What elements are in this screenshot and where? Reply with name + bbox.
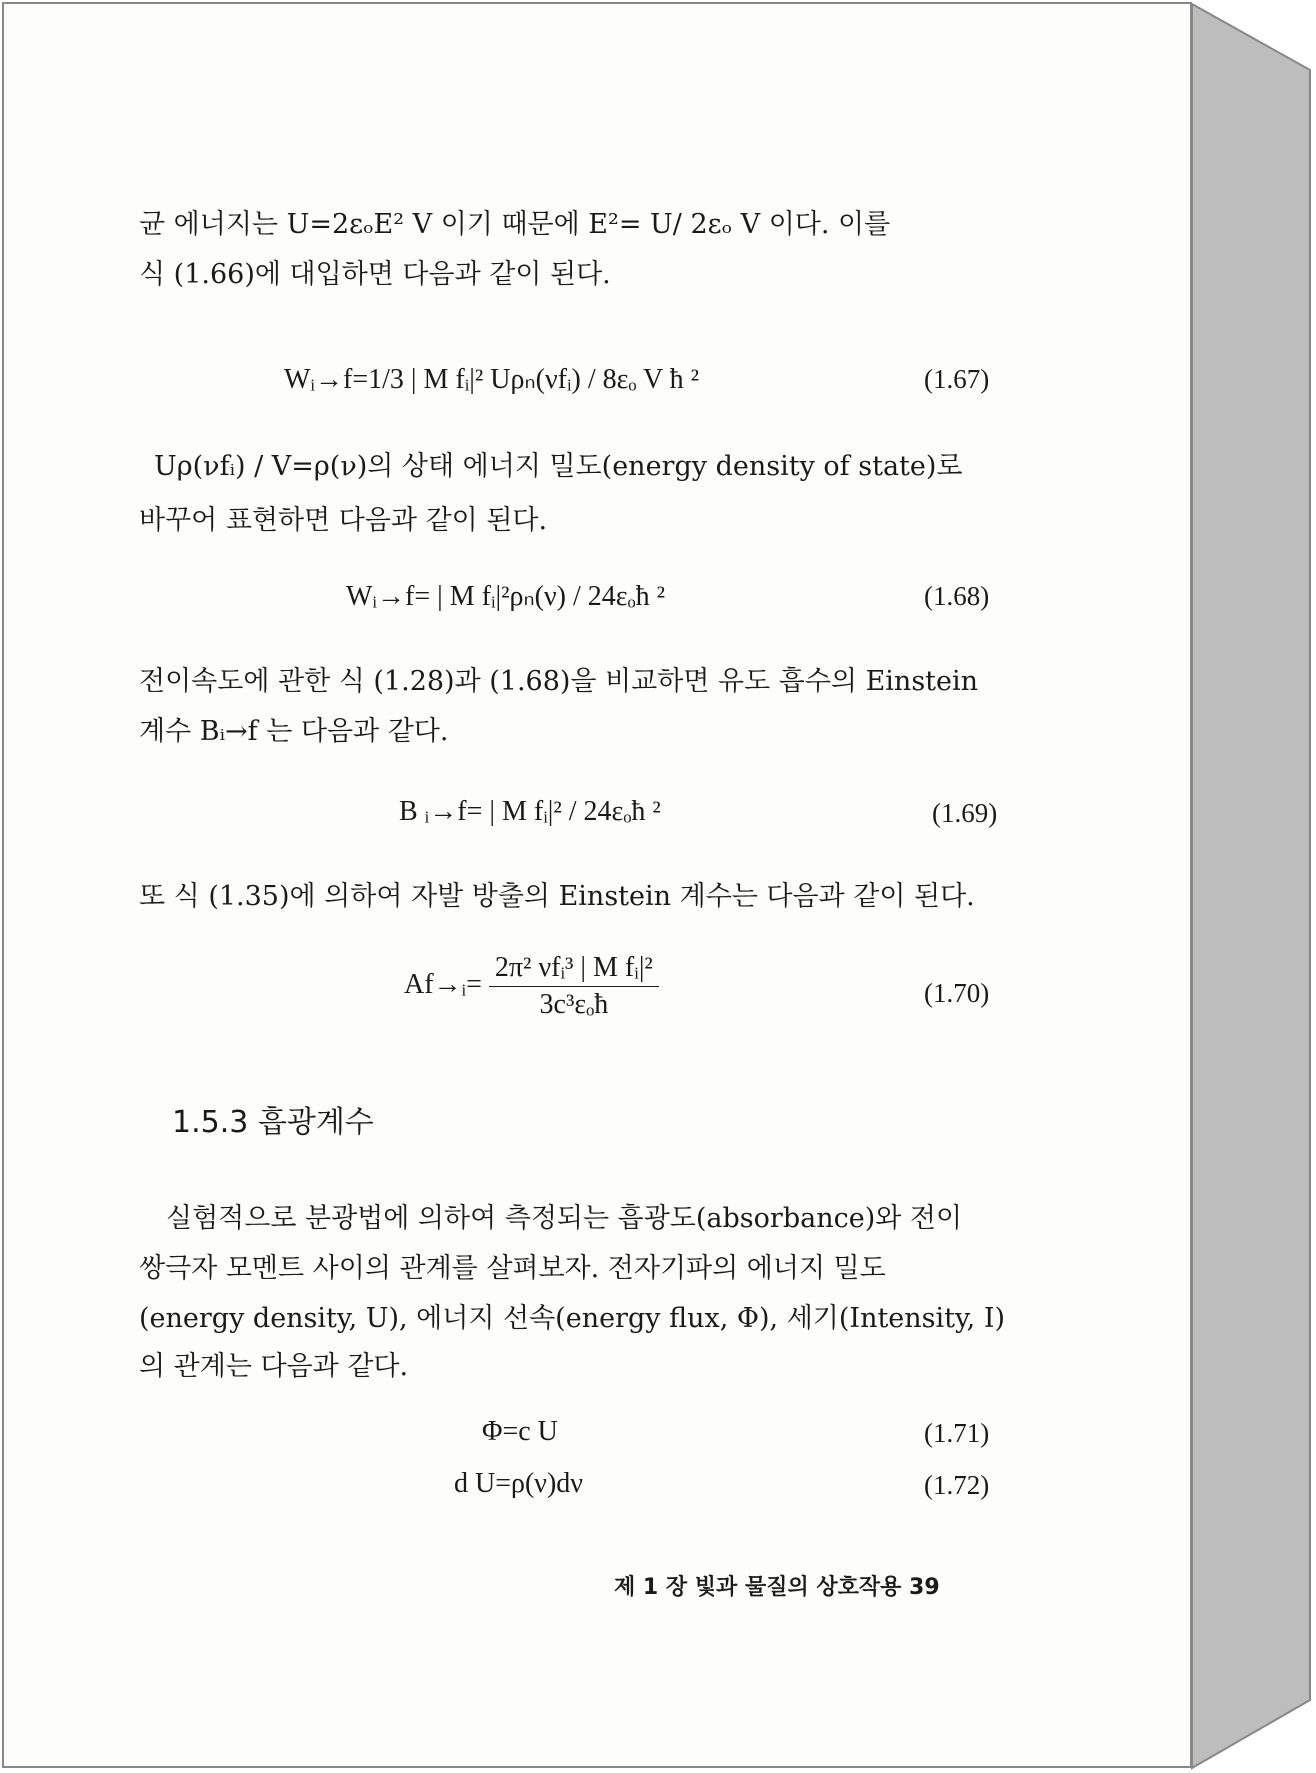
paragraph-line: 의 관계는 다음과 같다. <box>139 1351 409 1382</box>
equation-number: (1.68) <box>924 581 990 611</box>
paragraph-line: 쌍극자 모멘트 사이의 관계를 살펴보자. 전자기파의 에너지 밀도 <box>139 1253 886 1284</box>
equation-1-72: d U=ρ(ν)dν <box>454 1468 583 1499</box>
paragraph-line: 식 (1.66)에 대입하면 다음과 같이 된다. <box>139 259 611 290</box>
section-heading: 1.5.3 흡광계수 <box>172 1105 374 1140</box>
equation-lhs: Af→ᵢ= <box>404 968 482 1000</box>
equation-number: (1.72) <box>924 1470 990 1500</box>
fraction-denominator: 3c³εₒħ <box>539 989 609 1020</box>
equation-1-68: Wᵢ→f= | M fᵢ|²ρₙ(ν) / 24εₒħ ² <box>346 581 665 612</box>
equation-number: (1.70) <box>924 978 990 1008</box>
fraction-numerator: 2π² νfᵢ³ | M fᵢ|² <box>489 952 659 987</box>
equation-1-71: Φ=c U <box>482 1416 558 1447</box>
equation-1-69: B ᵢ→f= | M fᵢ|² / 24εₒħ ² <box>399 796 661 827</box>
equation-1-67: Wᵢ→f=1/3 | M fᵢ|² Uρₙ(νfᵢ) / 8εₒ V ħ ² <box>284 364 700 395</box>
equation-number: (1.71) <box>924 1418 990 1448</box>
paragraph-line: 또 식 (1.35)에 의하여 자발 방출의 Einstein 계수는 다음과 같이 된다. <box>139 881 975 912</box>
paragraph-line: 실험적으로 분광법에 의하여 측정되는 흡광도(absorbance)와 전이 <box>166 1203 963 1234</box>
paragraph-line: Uρ(νfᵢ) / V=ρ(ν)의 상태 에너지 밀도(energy density of state)로 <box>154 451 963 482</box>
equation-number: (1.67) <box>924 364 990 394</box>
paragraph-line: 전이속도에 관한 식 (1.28)과 (1.68)을 비교하면 유도 흡수의 Einstein <box>139 666 979 697</box>
equation-number: (1.69) <box>932 798 998 828</box>
paragraph-line: 바꾸어 표현하면 다음과 같이 된다. <box>139 505 548 536</box>
page-footer: 제 1 장 빛과 물질의 상호작용 39 <box>614 1575 940 1600</box>
paragraph-line: 계수 Bᵢ→f 는 다음과 같다. <box>139 716 449 747</box>
paragraph-line: (energy density, U), 에너지 선속(energy flux, Φ), 세기(Intensity, I) <box>139 1303 1006 1334</box>
paragraph-line: 균 에너지는 U=2εₒE² V 이기 때문에 E²= U/ 2εₒ V 이다. 이를 <box>139 209 891 240</box>
